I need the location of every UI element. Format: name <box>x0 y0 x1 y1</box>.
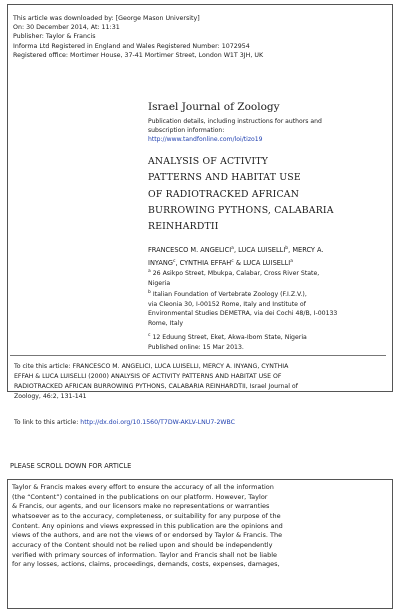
authors-line-1 <box>148 243 324 256</box>
doi-link[interactable]: http://dx.doi.org/10.1560/T7DW-AKLV-LNU7-2WBC <box>80 419 235 426</box>
citation-link-row <box>14 418 235 428</box>
author-sup-a: a <box>231 246 234 251</box>
author-sup-b: b <box>285 246 289 251</box>
author-mercy: , MERCY A. <box>288 246 324 255</box>
citation-line-4: Zoology, 46:2, 131-141 <box>14 393 87 400</box>
disclaimer-line-3: & Francis, our agents, and our licensors make no representations or warranties <box>12 502 270 510</box>
author-inyang: INYANG <box>148 259 173 268</box>
disclaimer-line-7: accuracy of the Content should not be relied upon and should be independently <box>12 541 273 549</box>
affiliation-b <box>148 288 337 328</box>
affiliation-b-line-3: Environmental Studies DEMETRA, via dei Cochi 48/B, I-00133 <box>148 310 338 318</box>
publication-details: Publication details, including instructions for authors and <box>148 118 322 125</box>
affiliation-a-line-1: 26 Asikpo Street, Mbukpa, Calabar, Cross River State, <box>152 270 320 278</box>
affiliation-b-line-4: Rome, Italy <box>148 319 183 327</box>
download-line-publisher: Publisher: Taylor & Francis <box>13 33 96 40</box>
disclaimer-line-9: for any losses, actions, claims, proceedings, demands, costs, expenses, damages, <box>12 560 280 568</box>
author-luiselli-1: , LUCA LUISELLI <box>233 246 286 255</box>
disclaimer-line-8: verified with primary sources of information. Taylor and Francis shall not be liable <box>12 551 277 559</box>
disclaimer-line-4: whatsoever as to the accuracy, completeness, or suitability for any purpose of the <box>12 512 281 520</box>
affiliation-a-line-2: Nigeria <box>148 279 171 287</box>
disclaimer-line-6: views of the authors, and are not the views of or endorsed by Taylor & Francis. The <box>12 531 283 539</box>
affiliation-b-sup: b <box>148 290 151 295</box>
author-sup-a2: a <box>290 259 293 265</box>
download-info-box <box>7 4 393 392</box>
citation-line-1: To cite this article: FRANCESCO M. ANGELICI, LUCA LUISELLI, MERCY A. INYANG, CYNTHIA <box>14 363 289 370</box>
article-title-line-3: OF RADIOTRACKED AFRICAN <box>148 189 300 200</box>
affiliation-b-line-1: Italian Foundation of Vertebrate Zoology (F.I.Z.V.), <box>152 291 307 299</box>
article-title-line-2: PATTERNS AND HABITAT USE <box>148 172 301 183</box>
article-title-line-1: ANALYSIS OF ACTIVITY <box>148 156 269 167</box>
author-angelici: FRANCESCO M. ANGELICI <box>148 246 232 255</box>
published-online: Published online: 15 Mar 2013. <box>148 343 244 351</box>
disclaimer-box <box>7 479 393 609</box>
affiliation-b-line-2: via Cleonia 30, I-00152 Rome, Italy and Institute of <box>148 300 306 308</box>
author-luiselli-2: & LUCA LUISELLI <box>235 259 291 268</box>
journal-link[interactable]: http://www.tandfonline.com/loi/tizo19 <box>148 136 263 143</box>
author-sup-c2: c <box>231 259 234 265</box>
download-line-office: Registered office: Mortimer House, 37-41 Mortimer Street, London W1T 3JH, UK <box>13 52 264 59</box>
journal-title: Israel Journal of Zoology <box>148 101 280 113</box>
disclaimer-line-1: Taylor & Francis makes every effort to ensure the accuracy of all the information <box>12 483 274 491</box>
article-title-line-5: REINHARDTII <box>148 221 219 232</box>
download-line-downloaded-by: This article was downloaded by: [George Mason University] <box>13 15 200 22</box>
affiliation-a <box>148 267 319 288</box>
citation-line-3: RADIOTRACKED AFRICAN BURROWING PYTHONS, CALABARIA REINHARDTII, Israel Journal of <box>14 383 298 390</box>
authors <box>148 243 324 269</box>
article-title-line-4: BURROWING PYTHONS, CALABARIA <box>148 205 334 216</box>
affiliation-c <box>148 331 307 352</box>
affiliation-a-sup: a <box>148 269 151 274</box>
citation-link-label: To link to this article: <box>14 419 79 426</box>
subscription-info: subscription information: <box>148 127 225 134</box>
citation-line-2: EFFAH & LUCA LUISELLI (2000) ANALYSIS OF ACTIVITY PATTERNS AND HABITAT USE OF <box>14 373 282 380</box>
affiliation-c-line-1: 12 Eduung Street, Eket, Akwa-Ibom State, Nigeria <box>152 334 307 342</box>
affiliation-c-sup: c <box>148 333 151 338</box>
author-effah: , CYNTHIA EFFAH <box>175 259 232 268</box>
download-line-registered: Informa Ltd Registered in England and Wales Registered Number: 1072954 <box>13 43 250 50</box>
please-scroll-notice: PLEASE SCROLL DOWN FOR ARTICLE <box>10 462 132 470</box>
disclaimer-line-5: Content. Any opinions and views expressed in this publication are the opinions and <box>12 522 283 530</box>
author-sup-c1: c <box>172 259 176 265</box>
download-line-date: On: 30 December 2014, At: 11:31 <box>13 24 120 31</box>
section-divider <box>10 355 386 356</box>
disclaimer-line-2: (the “Content”) contained in the publications on our platform. However, Taylor <box>12 493 268 501</box>
